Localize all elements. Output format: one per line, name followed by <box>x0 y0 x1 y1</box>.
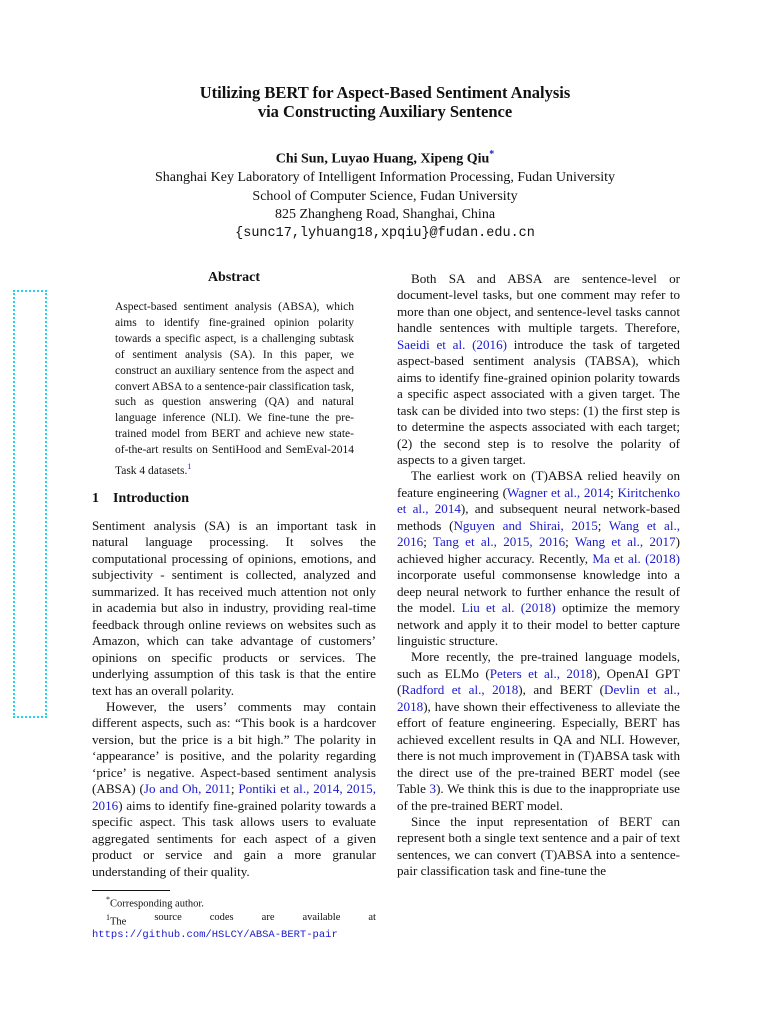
section-heading-introduction <box>92 491 189 507</box>
text-run: However, the users’ comments may contain different aspects, such as: “This book is a hardcover version, but the price is a bit high.” The polarity in ‘appearance’ is positive, and the polarity regarding ‘price’ is negative. Aspect-based sentiment analysis (ABSA) ( <box>92 698 376 797</box>
footnote-text: Corresponding author. <box>110 898 204 910</box>
right-paragraph-4: Since the input representation of BERT can represent both a single text sentence and a pair of text sentences, we can convert (T)ABSA into a sentence-pair classification task and fine-tune the <box>397 813 680 879</box>
text-run: ; <box>610 484 618 500</box>
paper-title <box>100 83 670 121</box>
footnote-word: are <box>261 912 275 923</box>
section-number: 1 <box>92 491 99 506</box>
footnote-word-text: The <box>110 916 127 928</box>
address: 825 Zhangheng Road, Shanghai, China <box>274 207 496 223</box>
text-run: The earliest work on (T)ABSA relied heavily on feature engineering ( <box>397 468 680 500</box>
table-reference-link[interactable]: 3 <box>429 781 437 797</box>
footnote-rule <box>92 890 170 891</box>
intro-paragraph-2 <box>92 699 376 880</box>
footnote-word: source <box>154 912 182 923</box>
text-run: ; <box>565 534 575 550</box>
text-run: ), OpenAI GPT ( <box>397 665 680 698</box>
citation-link[interactable]: Radford et al., 2018 <box>401 682 519 698</box>
footnote-word: codes <box>209 912 234 923</box>
citation-link[interactable]: Jo and Oh, 2011 <box>143 781 231 797</box>
author-names <box>90 146 680 169</box>
right-paragraph-1 <box>397 271 680 468</box>
intro-paragraph-1: Sentiment analysis (SA) is an important task in natural language processing. It solves the computational processing of opinions, emotions, and subjectivity - sentiment is collected, analyzed and summarized. It has received much attention not only in academia but also in industry, providing real-time feedback through online reviews on websites such as Amazon, which can take advantage of customers’ opinions on specific products or services. The underlying assumption of this task is that the entire text has an overall polarity. <box>92 518 376 698</box>
text-run: ), have shown their effectiveness to alleviate the effort of feature engineering. Especially, BERT has achieved excellent results in QA and NLI. However, there is not much improvement in (T)ABSA task with the direct use of the pre-trained BERT model (see Table <box>397 698 680 797</box>
footnote-corresponding <box>92 893 376 911</box>
text-run: ; <box>423 534 433 550</box>
left-column-body <box>92 518 376 880</box>
citation-link[interactable]: Liu et al. (2018) <box>461 600 556 616</box>
citation-link[interactable]: Wagner et al., 2014 <box>506 484 611 500</box>
text-run: ; <box>597 517 609 533</box>
arxiv-stamp-border <box>13 290 47 718</box>
citation-link[interactable]: Pontiki et al., 2014, 2015, 2016 <box>92 781 376 813</box>
author-list: Chi Sun, Luyao Huang, Xipeng Qiu <box>275 151 490 167</box>
text-run: ), and subsequent neural network-based methods ( <box>397 501 680 533</box>
source-code-link[interactable]: https://github.com/HSLCY/ABSA-BERT-pair <box>92 929 338 941</box>
title-line-1: Utilizing BERT for Aspect-Based Sentiment Analysis <box>199 83 571 102</box>
text-run: ). We think this is due to the inappropriate use of the pre-trained BERT model. <box>397 781 680 813</box>
footnote-word: available <box>302 912 341 923</box>
text-run: ) achieved higher accuracy. Recently, <box>397 534 680 566</box>
section-title: Introduction <box>113 491 189 506</box>
right-column-body <box>397 271 680 880</box>
footnote-1-link[interactable]: 1 <box>187 462 192 472</box>
text-run: introduce the task of targeted aspect-based sentiment analysis (TABSA), which aims to identify fine-grained opinion polarity towards a specific aspect associated with a given target. The task can be divided into two steps: (1) the first step is to determine the aspects associated with each target; (2) the second step is to resolve the polarity of aspects to a given target. <box>397 336 680 467</box>
author-block <box>90 146 680 244</box>
footnotes <box>92 893 376 943</box>
right-paragraph-2 <box>397 468 680 649</box>
citation-link[interactable]: Wang et al., 2017 <box>574 534 676 550</box>
affiliation-2: School of Computer Science, Fudan University <box>252 188 518 204</box>
footnote-mark: * <box>106 895 110 904</box>
right-paragraph-3 <box>397 649 680 814</box>
citation-link[interactable]: Nguyen and Shirai, 2015 <box>453 517 598 533</box>
text-run: More recently, the pre-trained language models, such as ELMo ( <box>397 649 680 681</box>
citation-link[interactable]: Peters et al., 2018 <box>489 665 593 681</box>
footnote-mark: 1 <box>106 913 110 922</box>
citation-link[interactable]: Wang et al., 2016 <box>397 517 681 550</box>
footnote-1 <box>92 911 376 929</box>
citation-link[interactable]: Ma et al. (2018) <box>592 550 681 566</box>
citation-link[interactable]: Devlin et al., 2018 <box>397 682 680 714</box>
citation-link[interactable]: Saeidi et al. (2016) <box>397 336 507 352</box>
abstract-heading: Abstract <box>207 270 261 285</box>
author-emails: {sunc17,lyhuang18,xpqiu}@fudan.edu.cn <box>235 226 535 242</box>
abstract-text <box>115 300 354 480</box>
footnote-word: at <box>368 912 376 923</box>
text-run: ) aims to identify fine-grained polarity towards a specific aspect. This task allows users to evaluate aggregated sentiments for each aspect of a given product or service and gain a more granular understanding of their quality. <box>92 797 376 879</box>
affiliation-1: Shanghai Key Laboratory of Intelligent Information Processing, Fudan University <box>155 170 615 186</box>
citation-link[interactable]: Kiritchenko et al., 2014 <box>397 484 680 517</box>
title-line-2: via Constructing Auxiliary Sentence <box>257 102 513 121</box>
text-run: optimize the memory network and apply it to their model to better capture linguistic structure. <box>397 600 680 648</box>
text-run: incorporate useful commonsense knowledge into a deep neural network to further enhance the result of the model. <box>397 567 680 616</box>
text-run: ), and BERT ( <box>518 682 604 698</box>
citation-link[interactable]: Tang et al., 2015, 2016 <box>432 534 566 550</box>
footnote-word <box>106 911 126 929</box>
abstract-body: Aspect-based sentiment analysis (ABSA), which aims to identify fine-grained opinion polarity towards a specific aspect, is a challenging subtask of sentiment analysis (SA). In this paper, we construct an auxiliary sentence from the aspect and convert ABSA to a sentence-pair classification task, such as question answering (QA) and natural language inference (NLI). We fine-tune the pre-trained model from BERT and achieve new state-of-the-art results on SentiHood and SemEval-2014 Task 4 datasets. <box>115 301 354 477</box>
corresponding-author-mark[interactable]: * <box>489 149 495 160</box>
text-run: ; <box>230 781 239 797</box>
text-run: Both SA and ABSA are sentence-level or document-level tasks, but one comment may refer to more than one object, and sentence-level tasks cannot handle sentences with multiple targets. Therefore, <box>397 271 680 336</box>
